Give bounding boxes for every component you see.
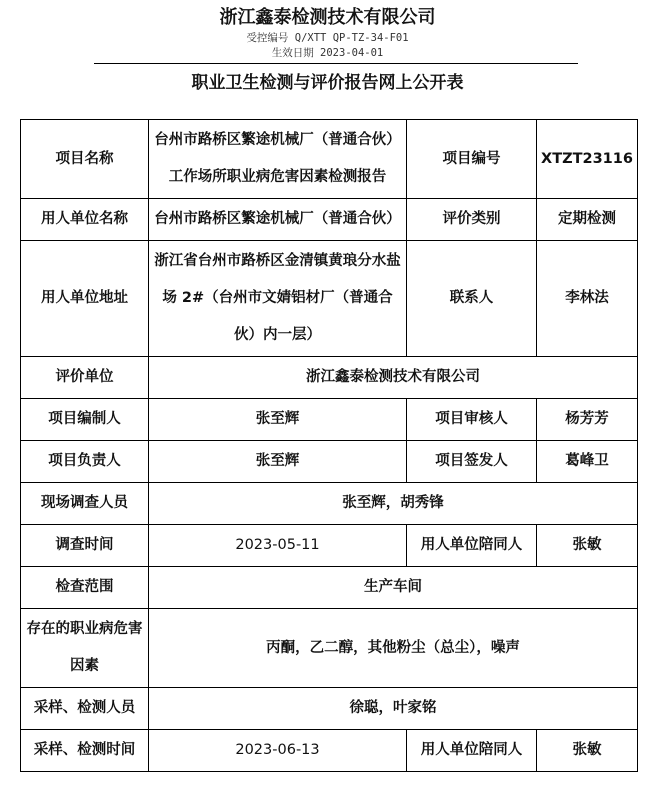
- employer-name-value: 台州市路桥区繁途机械厂（普通合伙）: [149, 199, 407, 241]
- table-row: [21, 730, 638, 772]
- table-row: [21, 688, 638, 730]
- eval-type-label: 评价类别: [407, 199, 537, 241]
- contact-value: 李林法: [537, 241, 638, 357]
- reviewer-label: 项目审核人: [407, 399, 537, 441]
- employer-address-value: 浙江省台州市路桥区金清镇黄琅分水盐场 2#（台州市文婧铝材厂（普通合伙）内一层）: [149, 241, 407, 357]
- project-name-label: 项目名称: [21, 120, 149, 199]
- eval-type-value: 定期检测: [537, 199, 638, 241]
- table-row: [21, 609, 638, 688]
- employer-address-label: 用人单位地址: [21, 241, 149, 357]
- sampling-staff-label: 采样、检测人员: [21, 688, 149, 730]
- survey-staff-label: 现场调查人员: [21, 483, 149, 525]
- project-no-value: XTZT23116: [537, 120, 638, 199]
- contact-label: 联系人: [407, 241, 537, 357]
- table-row: [21, 483, 638, 525]
- company-name: 浙江鑫泰检测技术有限公司: [219, 7, 436, 28]
- accompany2-value: 张敏: [537, 730, 638, 772]
- accompany-label: 用人单位陪同人: [407, 525, 537, 567]
- table-row: [21, 399, 638, 441]
- hazards-label: 存在的职业病危害因素: [21, 609, 149, 688]
- survey-time-label: 调查时间: [21, 525, 149, 567]
- eval-unit-label: 评价单位: [21, 357, 149, 399]
- eval-unit-value: 浙江鑫泰检测技术有限公司: [149, 357, 638, 399]
- issuer-value: 葛峰卫: [537, 441, 638, 483]
- table-row: [21, 525, 638, 567]
- scope-label: 检查范围: [21, 567, 149, 609]
- table-row: [21, 120, 638, 199]
- effective-date: 生效日期 2023-04-01: [271, 47, 384, 59]
- table-row: [21, 441, 638, 483]
- compiler-value: 张至辉: [149, 399, 407, 441]
- hazards-value: 丙酮，乙二醇，其他粉尘（总尘），噪声: [149, 609, 638, 688]
- document-title: 职业卫生检测与评价报告网上公开表: [191, 73, 464, 93]
- document-code: 受控编号 Q/XTT QP-TZ-34-F01: [246, 32, 409, 44]
- table-row: [21, 241, 638, 357]
- report-table: [20, 119, 638, 772]
- compiler-label: 项目编制人: [21, 399, 149, 441]
- leader-label: 项目负责人: [21, 441, 149, 483]
- table-row: [21, 357, 638, 399]
- sampling-staff-value: 徐聪，叶家铭: [149, 688, 638, 730]
- scope-value: 生产车间: [149, 567, 638, 609]
- employer-name-label: 用人单位名称: [21, 199, 149, 241]
- leader-value: 张至辉: [149, 441, 407, 483]
- accompany2-label: 用人单位陪同人: [407, 730, 537, 772]
- survey-staff-value: 张至辉，胡秀锋: [149, 483, 638, 525]
- project-name-value: 台州市路桥区繁途机械厂（普通合伙）工作场所职业病危害因素检测报告: [149, 120, 407, 199]
- header-divider: [94, 63, 578, 64]
- table-row: [21, 199, 638, 241]
- accompany-value: 张敏: [537, 525, 638, 567]
- reviewer-value: 杨芳芳: [537, 399, 638, 441]
- table-row: [21, 567, 638, 609]
- issuer-label: 项目签发人: [407, 441, 537, 483]
- sampling-time-label: 采样、检测时间: [21, 730, 149, 772]
- survey-time-value: 2023-05-11: [149, 525, 407, 567]
- sampling-time-value: 2023-06-13: [149, 730, 407, 772]
- project-no-label: 项目编号: [407, 120, 537, 199]
